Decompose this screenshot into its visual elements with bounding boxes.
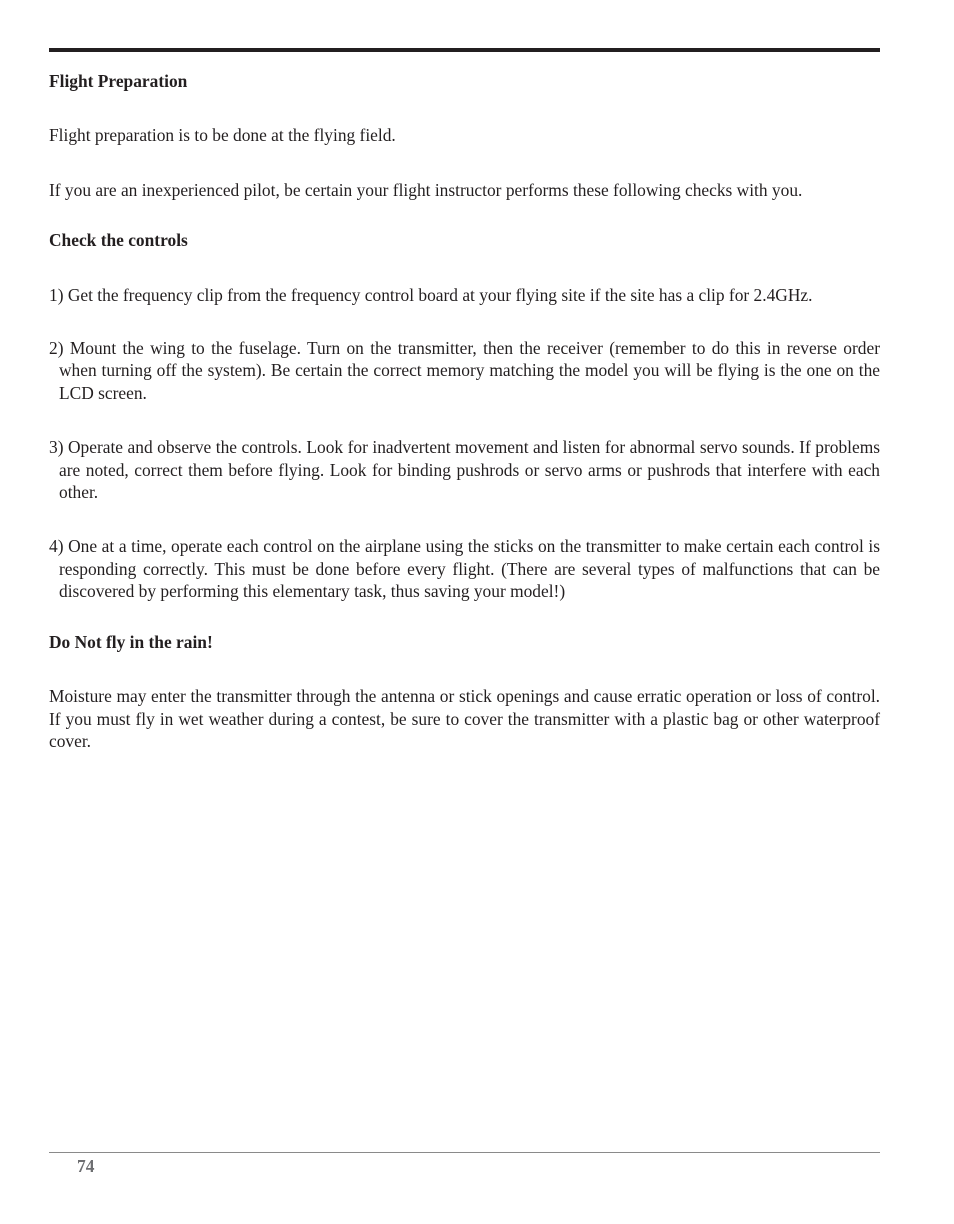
paragraph-instructor: If you are an inexperienced pilot, be certain your flight instructor performs these following checks with you. [49,179,803,200]
list-item: 4) One at a time, operate each control on the airplane using the sticks on the transmitter to make certain each control is responding correctly. This must be done before every flight. (There are several types of malfunctions that can be discovered by performing this elementary task, thus saving your model!) [49,536,880,602]
section-heading-check-controls: Check the controls [49,230,188,251]
list-item: 3) Operate and observe the controls. Look for inadvertent movement and listen for abnormal servo sounds. If problems are noted, correct them before flying. Look for binding pushrods or servo arms or pushrods that interfere with each other. [49,437,880,503]
page-number: 74 [77,1156,95,1176]
document-body [49,70,880,752]
paragraph-moisture: Moisture may enter the transmitter through the antenna or stick openings and cause erratic operation or loss of control. If you must fly in wet weather during a contest, be sure to cover the transmitter with a plastic bag or other waterproof cover. [49,686,880,751]
list-item: 1) Get the frequency clip from the frequency control board at your flying site if the site has a clip for 2.4GHz. [49,284,813,305]
section-heading-rain: Do Not fly in the rain! [49,631,213,652]
top-divider [49,48,880,52]
paragraph-flying-field: Flight preparation is to be done at the flying field. [49,125,396,146]
list-item: 2) Mount the wing to the fuselage. Turn on the transmitter, then the receiver (remember to do this in reverse order when turning off the system). Be certain the correct memory matching the model you will be flying is the one on the LCD screen. [49,338,880,403]
section-heading-flight-preparation: Flight Preparation [49,71,188,91]
footer-divider [49,1152,880,1153]
